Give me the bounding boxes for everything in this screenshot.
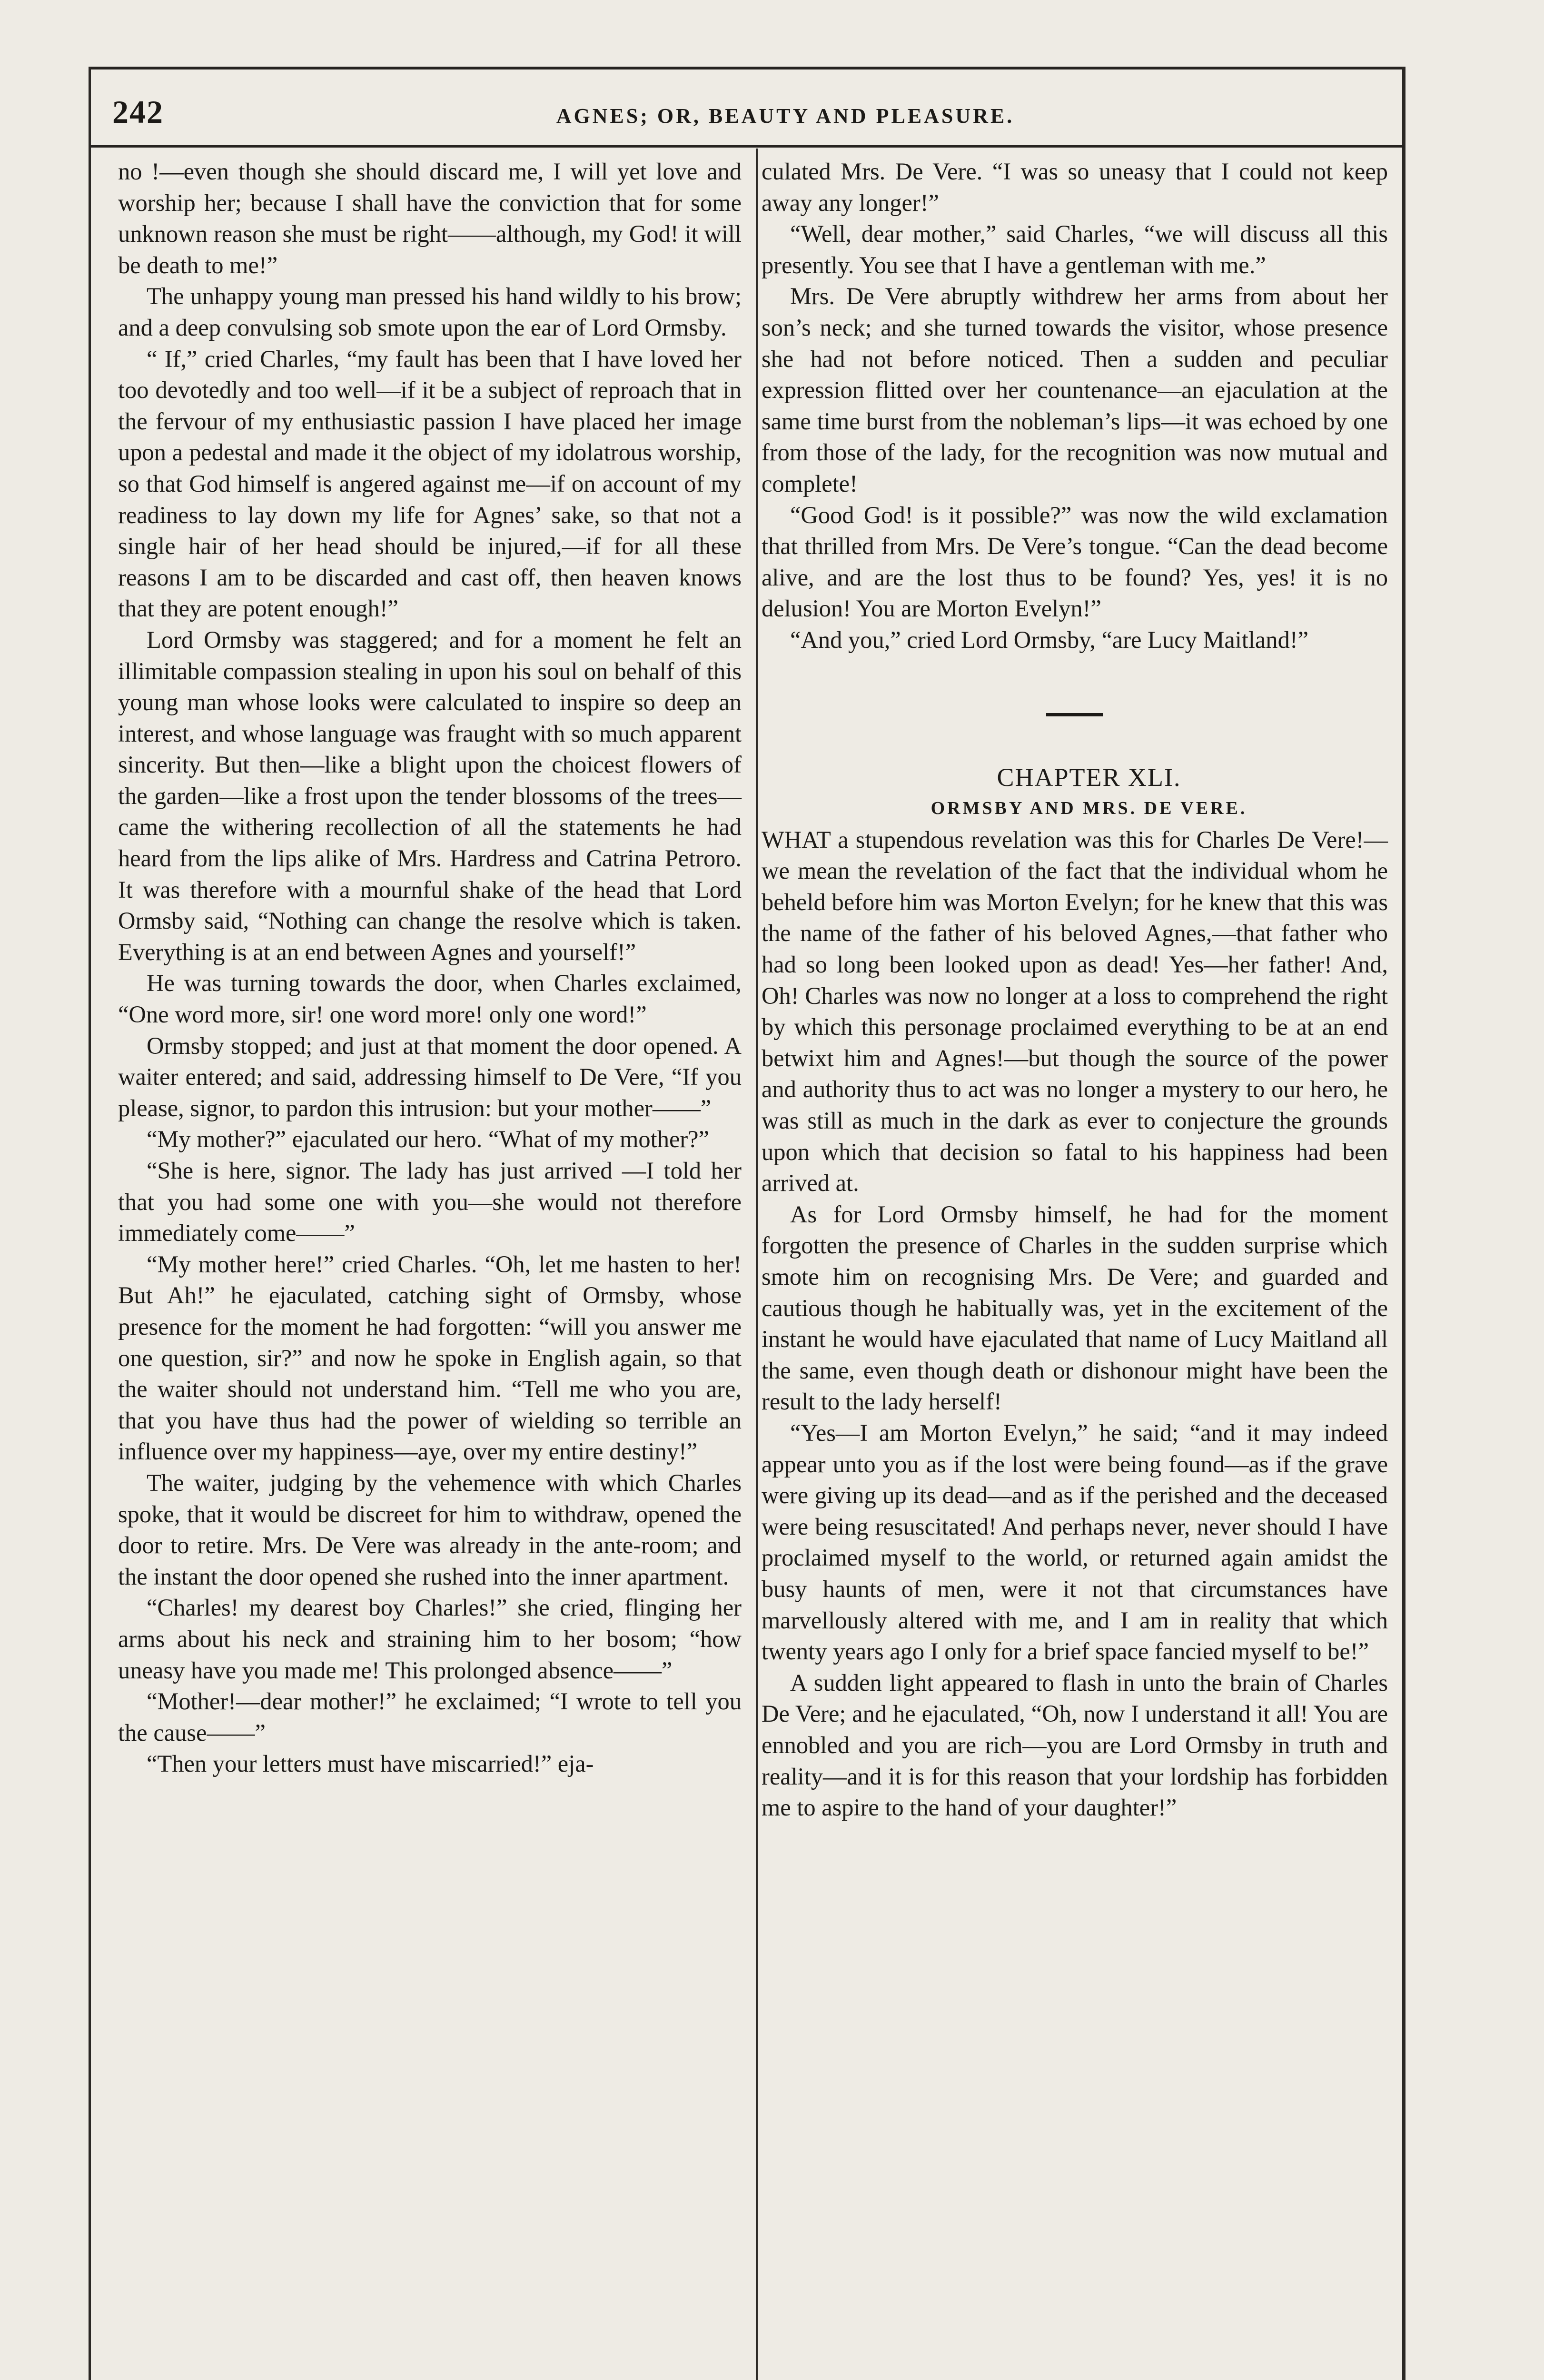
- paragraph: no !—even though she should discard me, I will yet love and worship her; because I shall have the conviction that for some unknown reason she must be right——although, my God! it will be death to me!”: [118, 158, 742, 278]
- paragraph: Ormsby stopped; and just at that moment the door opened. A waiter entered; and said, addressing himself to De Vere, “If you please, signor, to pardon this intrusion: but your mother——”: [118, 1032, 742, 1121]
- paragraph: “ If,” cried Charles, “my fault has been that I have loved her too devotedly and too well—if it be a subject of reproach that in the fervour of my enthusiastic passion I have placed her image upon a pedestal and made it the object of my idolatrous worship, so that God himself is angered against me—if on account of my readiness to lay down my life for Agnes’ sake, so that not a single hair of her head should be injured,—if for all these reasons I am to be discarded and cast off, then heaven knows that they are potent enough!”: [118, 345, 742, 622]
- paragraph: “Then your letters must have miscarried!” eja-: [147, 1750, 594, 1777]
- paragraph: “Yes—I am Morton Evelyn,” he said; “and it may indeed appear unto you as if the lost were being found—as if the grave were giving up its dead—and as if the perished and the deceased were being resuscitated! And perhaps never, never should I have proclaimed myself to the world, or returned again amidst the busy haunts of men, were it not that circumstances have marvellously altered with me, and I am in reality that which twenty years ago I only for a brief space fancied myself to be!”: [762, 1419, 1388, 1665]
- paragraph: culated Mrs. De Vere. “I was so uneasy that I could not keep away any longer!”: [762, 158, 1388, 216]
- header-rule: [90, 145, 1404, 148]
- paragraph: “And you,” cried Lord Ormsby, “are Lucy Maitland!”: [790, 626, 1309, 653]
- right-column: [762, 156, 1388, 1824]
- paragraph: The unhappy young man pressed his hand wildly to his brow; and a deep convulsing sob smote upon the ear of Lord Ormsby.: [118, 283, 742, 341]
- paragraph: “She is here, signor. The lady has just arrived —I told her that you had some one with you—she would not therefore immediately come——”: [118, 1157, 742, 1247]
- paragraph: Mrs. De Vere abruptly withdrew her arms from about her son’s neck; and she turned towards the visitor, whose presence she had not before noticed. Then a sudden and peculiar expression flitted over her countenance—an ejaculation at the same time burst from the nobleman’s lips—it was echoed by one from those of the lady, for the recognition was now mutual and complete!: [762, 283, 1388, 497]
- page-number: 242: [112, 94, 164, 130]
- chapter-separator-rule: [1046, 713, 1103, 716]
- paragraph: WHAT a stupendous revelation was this for Charles De Vere!—we mean the revelation of the fact that the individual whom he beheld before him was Morton Evelyn; for he knew that this was the name of the father of his beloved Agnes,—that father who had so long been looked upon as dead! Yes—her father! And, Oh! Charles was now no longer at a loss to comprehend the right by which this personage proclaimed everything to be at an end betwixt him and Agnes!—but though the source of the power and authority thus to act was no longer a mystery to our hero, he was still as much in the dark as ever to conjecture the grounds upon which that decision so fatal to his happiness had been arrived at.: [762, 826, 1388, 1197]
- column-divider: [756, 149, 758, 2380]
- paragraph: He was turning towards the door, when Charles exclaimed, “One word more, sir! one word more! only one word!”: [118, 970, 742, 1028]
- paragraph: “Good God! is it possible?” was now the wild exclamation that thrilled from Mrs. De Vere’s tongue. “Can the dead become alive, and are the lost thus to be found? Yes, yes! it is no delusion! You are Morton Evelyn!”: [762, 501, 1388, 622]
- paragraph: Lord Ormsby was staggered; and for a moment he felt an illimitable compassion stealing in upon his soul on behalf of this young man whose looks were calculated to inspire so deep an interest, and whose language was fraught with so much apparent sincerity. But then—like a blight upon the choicest flowers of the garden—like a frost upon the tender blossoms of the trees—came the withering recollection of all the statements he had heard from the lips alike of Mrs. Hardress and Catrina Petroro. It was therefore with a mournful shake of the head that Lord Ormsby said, “Nothing can change the resolve which is taken. Everything is at an end between Agnes and yourself!”: [118, 626, 742, 965]
- running-title: AGNES; OR, BEAUTY AND PLEASURE.: [556, 104, 1015, 128]
- paragraph: The waiter, judging by the vehemence with which Charles spoke, that it would be discreet for him to withdraw, opened the door to retire. Mrs. De Vere was already in the ante-room; and the instant the door opened she rushed into the inner apartment.: [118, 1469, 742, 1590]
- paragraph: As for Lord Ormsby himself, he had for the moment forgotten the presence of Charles in the sudden surprise which smote him on recognising Mrs. De Vere; and guarded and cautious though he habitually was, yet in the excitement of the instant he would have ejaculated that name of Lucy Maitland all the same, even though death or dishonour might have been the result to the lady herself!: [762, 1200, 1388, 1415]
- paragraph: “My mother?” ejaculated our hero. “What of my mother?”: [147, 1126, 710, 1153]
- paragraph: “Charles! my dearest boy Charles!” she cried, flinging her arms about his neck and straining him to her bosom; “how uneasy have you made me! This prolonged absence——”: [118, 1594, 742, 1684]
- chapter-title: CHAPTER XLI.: [997, 763, 1181, 792]
- chapter-subtitle: ORMSBY AND MRS. DE VERE.: [930, 798, 1247, 819]
- paragraph: A sudden light appeared to flash in unto the brain of Charles De Vere; and he ejaculated, “Oh, now I understand it all! You are ennobled and you are rich—you are Lord Ormsby in truth and reality—and it is for this reason that your lordship has forbidden me to aspire to the hand of your daughter!”: [762, 1669, 1388, 1821]
- frame-right-rule: [1402, 67, 1405, 2380]
- frame-left-rule: [89, 67, 91, 2380]
- left-column: [118, 156, 742, 1780]
- frame-top-rule: [90, 67, 1404, 69]
- paragraph: “My mother here!” cried Charles. “Oh, let me hasten to her! But Ah!” he ejaculated, catching sight of Ormsby, whose presence for the moment he had forgotten: “will you answer me one question, sir?” and now he spoke in English again, so that the waiter should not understand him. “Tell me who you are, that you have thus had the power of wielding so terrible an influence over my happiness—aye, over my entire destiny!”: [118, 1250, 742, 1465]
- paragraph: “Mother!—dear mother!” he exclaimed; “I wrote to tell you the cause——”: [118, 1688, 742, 1746]
- paragraph: “Well, dear mother,” said Charles, “we will discuss all this presently. You see that I have a gentleman with me.”: [762, 220, 1388, 278]
